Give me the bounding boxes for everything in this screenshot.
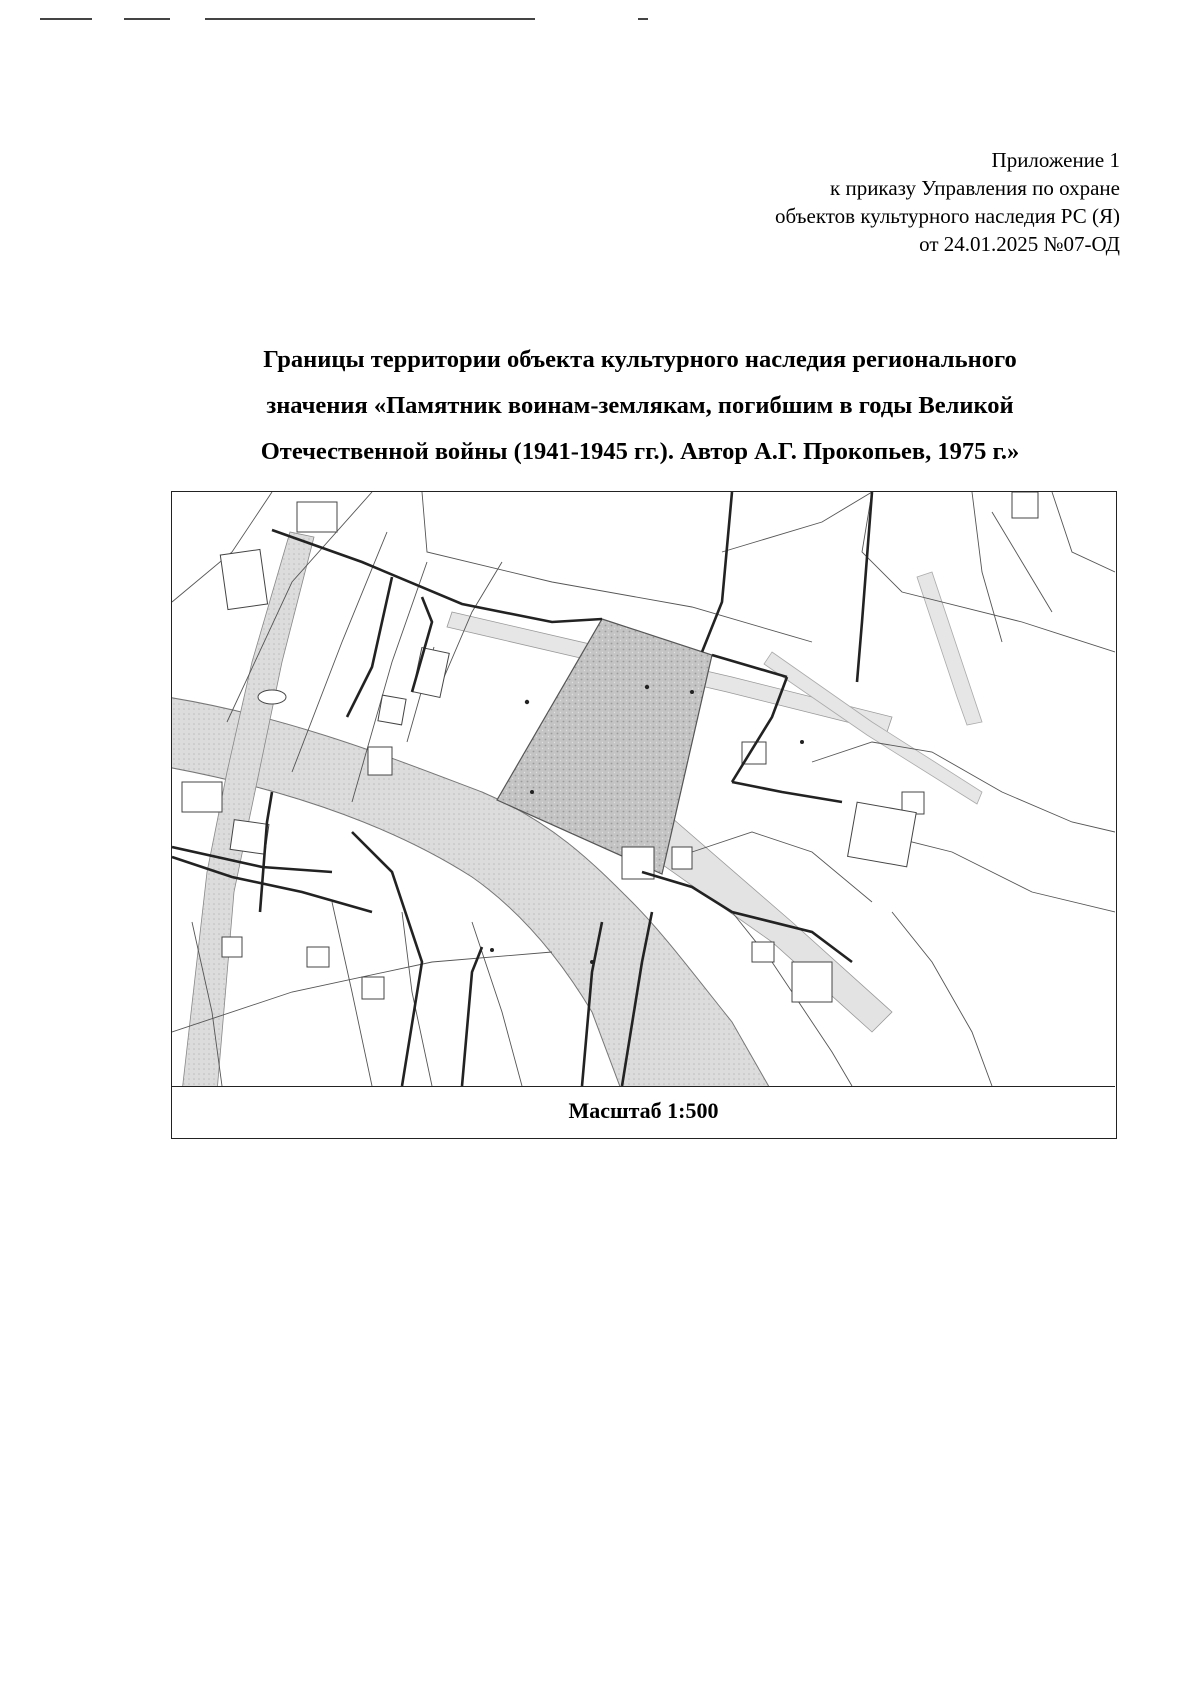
- appendix-line-2: к приказу Управления по охране: [830, 176, 1120, 200]
- title-line-3: Отечественной войны (1941-1945 гг.). Автор А.Г. Прокопьев, 1975 г.»: [260, 438, 1020, 465]
- appendix-block: [775, 146, 1120, 258]
- title-line-1: Границы территории объекта культурного наследия регионального: [263, 346, 1017, 373]
- map-frame: [171, 491, 1117, 1139]
- title-line-2: значения «Памятник воинам-землякам, погибшим в годы Великой: [266, 392, 1014, 419]
- cadastral-map: [172, 492, 1115, 1086]
- appendix-line-3: объектов культурного наследия РС (Я): [775, 204, 1120, 228]
- upper-right-road: [917, 572, 982, 725]
- appendix-line-4: от 24.01.2025 №07-ОД: [919, 232, 1120, 256]
- document-title: [172, 337, 1108, 475]
- appendix-line-1: Приложение 1: [991, 148, 1120, 172]
- map-scale: Масштаб 1:500: [568, 1098, 719, 1123]
- map-area: [172, 492, 1115, 1087]
- top-scan-marks: [0, 14, 700, 24]
